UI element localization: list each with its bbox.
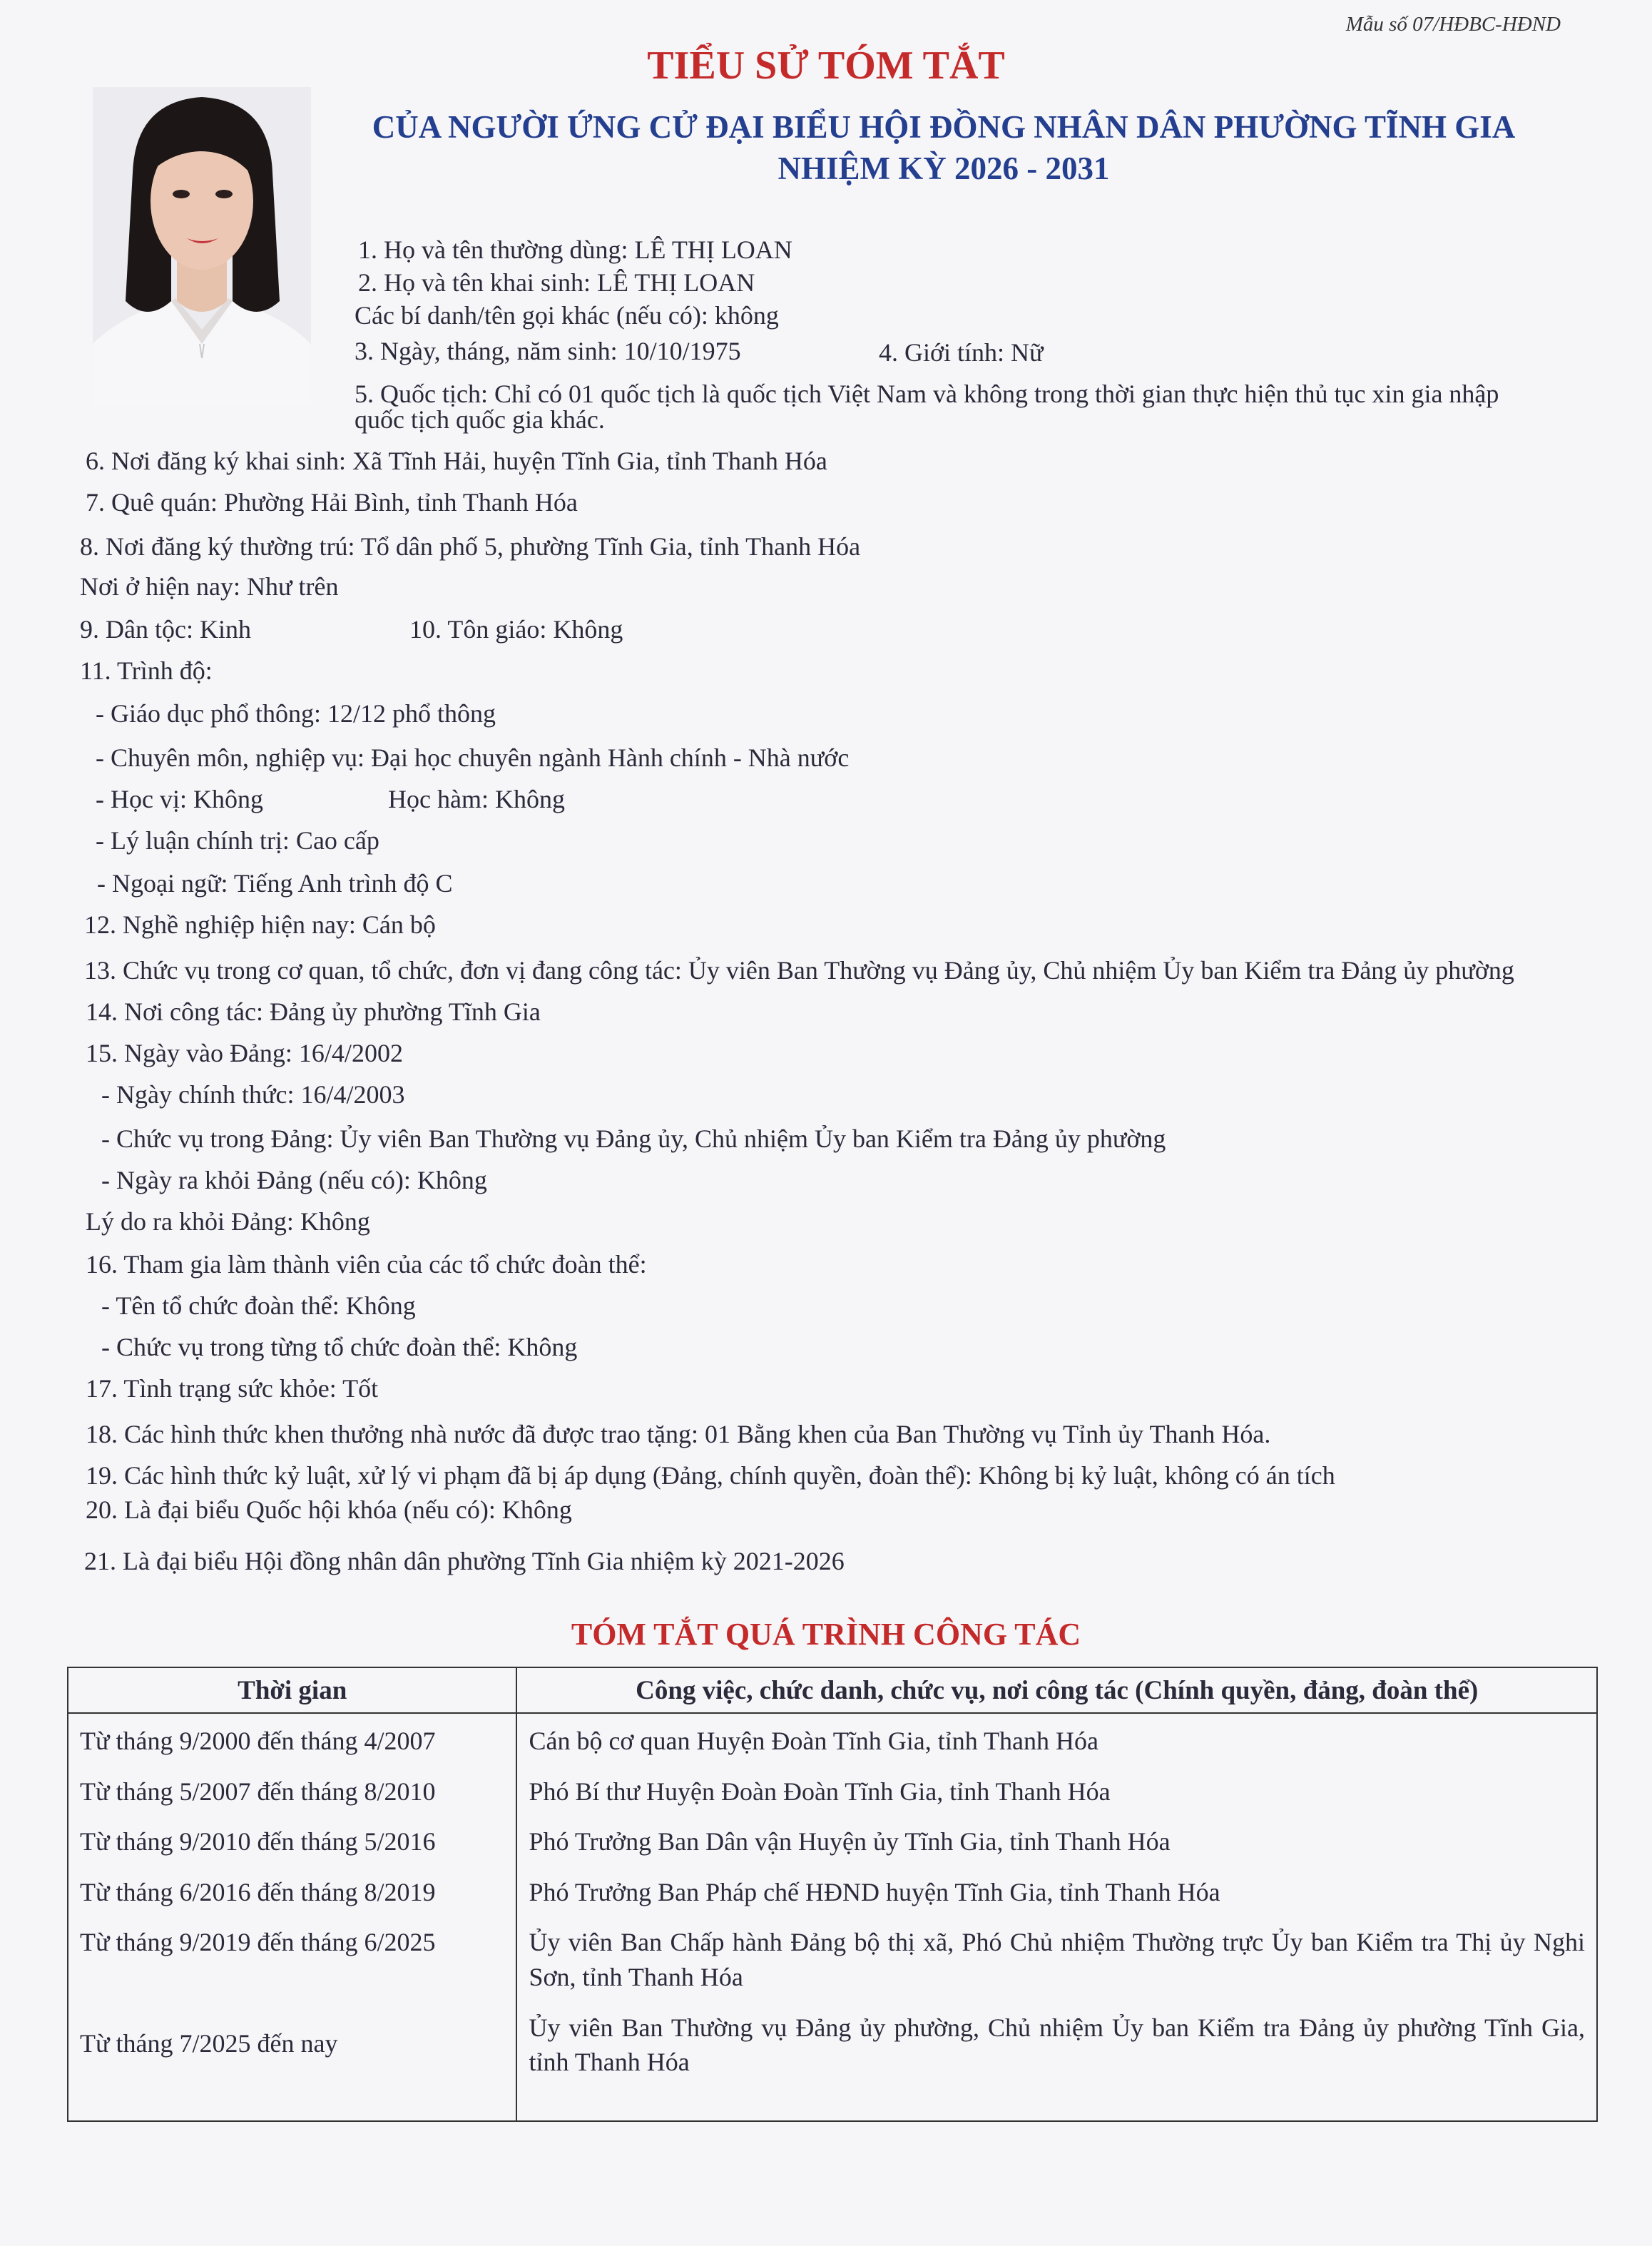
permanent-residence: 8. Nơi đăng ký thường trú: Tổ dân phố 5, phường Tĩnh Gia, tỉnh Thanh Hóa xyxy=(80,532,861,561)
description-cell: Phó Trưởng Ban Dân vận Huyện ủy Tĩnh Gia, tỉnh Thanh Hóa xyxy=(516,1819,1597,1869)
current-residence: Nơi ở hiện nay: Như trên xyxy=(80,572,339,601)
foreign-language: - Ngoại ngữ: Tiếng Anh trình độ C xyxy=(97,869,453,898)
professional-qualification: - Chuyên môn, nghiệp vụ: Đại học chuyên ngành Hành chính - Nhà nước xyxy=(96,743,850,772)
party-entry-date: 15. Ngày vào Đảng: 16/4/2002 xyxy=(86,1039,403,1067)
time-cell: Từ tháng 7/2025 đến nay xyxy=(68,2005,516,2121)
time-cell: Từ tháng 9/2010 đến tháng 5/2016 xyxy=(68,1819,516,1869)
table-row xyxy=(68,1819,1597,1869)
party-exit-reason: Lý do ra khỏi Đảng: Không xyxy=(86,1207,370,1236)
column-header-time: Thời gian xyxy=(68,1667,516,1713)
description-cell: Phó Bí thư Huyện Đoàn Đoàn Tĩnh Gia, tỉnh Thanh Hóa xyxy=(516,1769,1597,1819)
description-cell: Ủy viên Ban Chấp hành Đảng bộ thị xã, Phó Chủ nhiệm Thường trực Ủy ban Kiểm tra Thị ủy Nghi Sơn, tỉnh Thanh Hóa xyxy=(516,1919,1597,2004)
table-row xyxy=(68,1769,1597,1819)
nationality-cont: quốc tịch quốc gia khác. xyxy=(355,405,605,434)
table-row xyxy=(68,1713,1597,1769)
mass-organizations-heading: 16. Tham gia làm thành viên của các tổ chức đoàn thể: xyxy=(86,1250,647,1279)
party-position: - Chức vụ trong Đảng: Ủy viên Ban Thường vụ Đảng ủy, Chủ nhiệm Ủy ban Kiểm tra Đảng ủy phường xyxy=(101,1124,1166,1153)
nationality: 5. Quốc tịch: Chỉ có 01 quốc tịch là quốc tịch Việt Nam và không trong thời gian thực hiện thủ tục xin gia nhập xyxy=(355,380,1499,408)
document-subtitle: CỦA NGƯỜI ỨNG CỬ ĐẠI BIỂU HỘI ĐỒNG NHÂN DÂN PHƯỜNG TĨNH GIA xyxy=(372,109,1516,145)
birth-registration-place: 6. Nơi đăng ký khai sinh: Xã Tĩnh Hải, huyện Tĩnh Gia, tỉnh Thanh Hóa xyxy=(86,447,827,475)
national-assembly-membership: 20. Là đại biểu Quốc hội khóa (nếu có): Không xyxy=(86,1495,572,1524)
education-heading: 11. Trình độ: xyxy=(80,656,213,685)
organization-name: - Tên tổ chức đoàn thể: Không xyxy=(101,1291,416,1320)
political-theory: - Lý luận chính trị: Cao cấp xyxy=(96,826,379,855)
hometown: 7. Quê quán: Phường Hải Bình, tỉnh Thanh Hóa xyxy=(86,488,578,517)
occupation: 12. Nghề nghiệp hiện nay: Cán bộ xyxy=(84,910,436,939)
general-education: - Giáo dục phổ thông: 12/12 phổ thông xyxy=(96,699,496,728)
term-label: NHIỆM KỲ 2026 - 2031 xyxy=(777,151,1110,186)
description-cell: Ủy viên Ban Thường vụ Đảng ủy phường, Chủ nhiệm Ủy ban Kiểm tra Đảng ủy phường Tĩnh Gia, tỉnh Thanh Hóa xyxy=(516,2005,1597,2121)
description-cell: Phó Trưởng Ban Pháp chế HĐND huyện Tĩnh Gia, tỉnh Thanh Hóa xyxy=(516,1869,1597,1920)
candidate-portrait-photo xyxy=(93,87,311,405)
table-row xyxy=(68,2005,1597,2121)
time-cell: Từ tháng 9/2019 đến tháng 6/2025 xyxy=(68,1919,516,2004)
work-history-table xyxy=(67,1667,1598,2122)
awards: 18. Các hình thức khen thưởng nhà nước đã được trao tặng: 01 Bằng khen của Ban Thường vụ Tỉnh ủy Thanh Hóa. xyxy=(86,1420,1271,1448)
organization-position: - Chức vụ trong từng tổ chức đoàn thể: Không xyxy=(101,1333,578,1361)
time-cell: Từ tháng 6/2016 đến tháng 8/2019 xyxy=(68,1869,516,1920)
table-header-row xyxy=(68,1667,1597,1713)
work-history-title: TÓM TẮT QUÁ TRÌNH CÔNG TÁC xyxy=(571,1617,1081,1652)
disciplinary-record: 19. Các hình thức kỷ luật, xử lý vi phạm đã bị áp dụng (Đảng, chính quyền, đoàn thể): Không bị kỷ luật, không có án tích xyxy=(86,1461,1335,1490)
time-cell: Từ tháng 5/2007 đến tháng 8/2010 xyxy=(68,1769,516,1819)
health-status: 17. Tình trạng sức khỏe: Tốt xyxy=(86,1374,379,1403)
table-row xyxy=(68,1919,1597,2004)
academic-degree: - Học vị: Không xyxy=(96,785,263,813)
official-party-date: - Ngày chính thức: 16/4/2003 xyxy=(101,1080,405,1109)
birth-name: 2. Họ và tên khai sinh: LÊ THỊ LOAN xyxy=(358,268,755,297)
usual-name: 1. Họ và tên thường dùng: LÊ THỊ LOAN xyxy=(358,235,792,264)
ethnicity: 9. Dân tộc: Kinh xyxy=(80,615,251,644)
aliases: Các bí danh/tên gọi khác (nếu có): không xyxy=(355,301,779,330)
religion: 10. Tôn giáo: Không xyxy=(409,615,623,644)
table-row xyxy=(68,1869,1597,1920)
form-code: Mẫu số 07/HĐBC-HĐND xyxy=(1345,13,1561,36)
column-header-description: Công việc, chức danh, chức vụ, nơi công tác (Chính quyền, đảng, đoàn thể) xyxy=(516,1667,1597,1713)
workplace: 14. Nơi công tác: Đảng ủy phường Tĩnh Gia xyxy=(86,997,541,1026)
council-membership: 21. Là đại biểu Hội đồng nhân dân phường Tĩnh Gia nhiệm kỳ 2021-2026 xyxy=(84,1547,845,1575)
date-of-birth: 3. Ngày, tháng, năm sinh: 10/10/1975 xyxy=(355,337,741,365)
time-cell: Từ tháng 9/2000 đến tháng 4/2007 xyxy=(68,1713,516,1769)
gender: 4. Giới tính: Nữ xyxy=(879,338,1044,367)
description-cell: Cán bộ cơ quan Huyện Đoàn Tĩnh Gia, tỉnh Thanh Hóa xyxy=(516,1713,1597,1769)
academic-title: Học hàm: Không xyxy=(388,785,565,813)
document-title: TIỂU SỬ TÓM TẮT xyxy=(647,44,1005,88)
current-position: 13. Chức vụ trong cơ quan, tổ chức, đơn vị đang công tác: Ủy viên Ban Thường vụ Đảng ủy, Chủ nhiệm Ủy ban Kiểm tra Đảng ủy phường xyxy=(84,956,1514,985)
party-exit-date: - Ngày ra khỏi Đảng (nếu có): Không xyxy=(101,1166,487,1194)
